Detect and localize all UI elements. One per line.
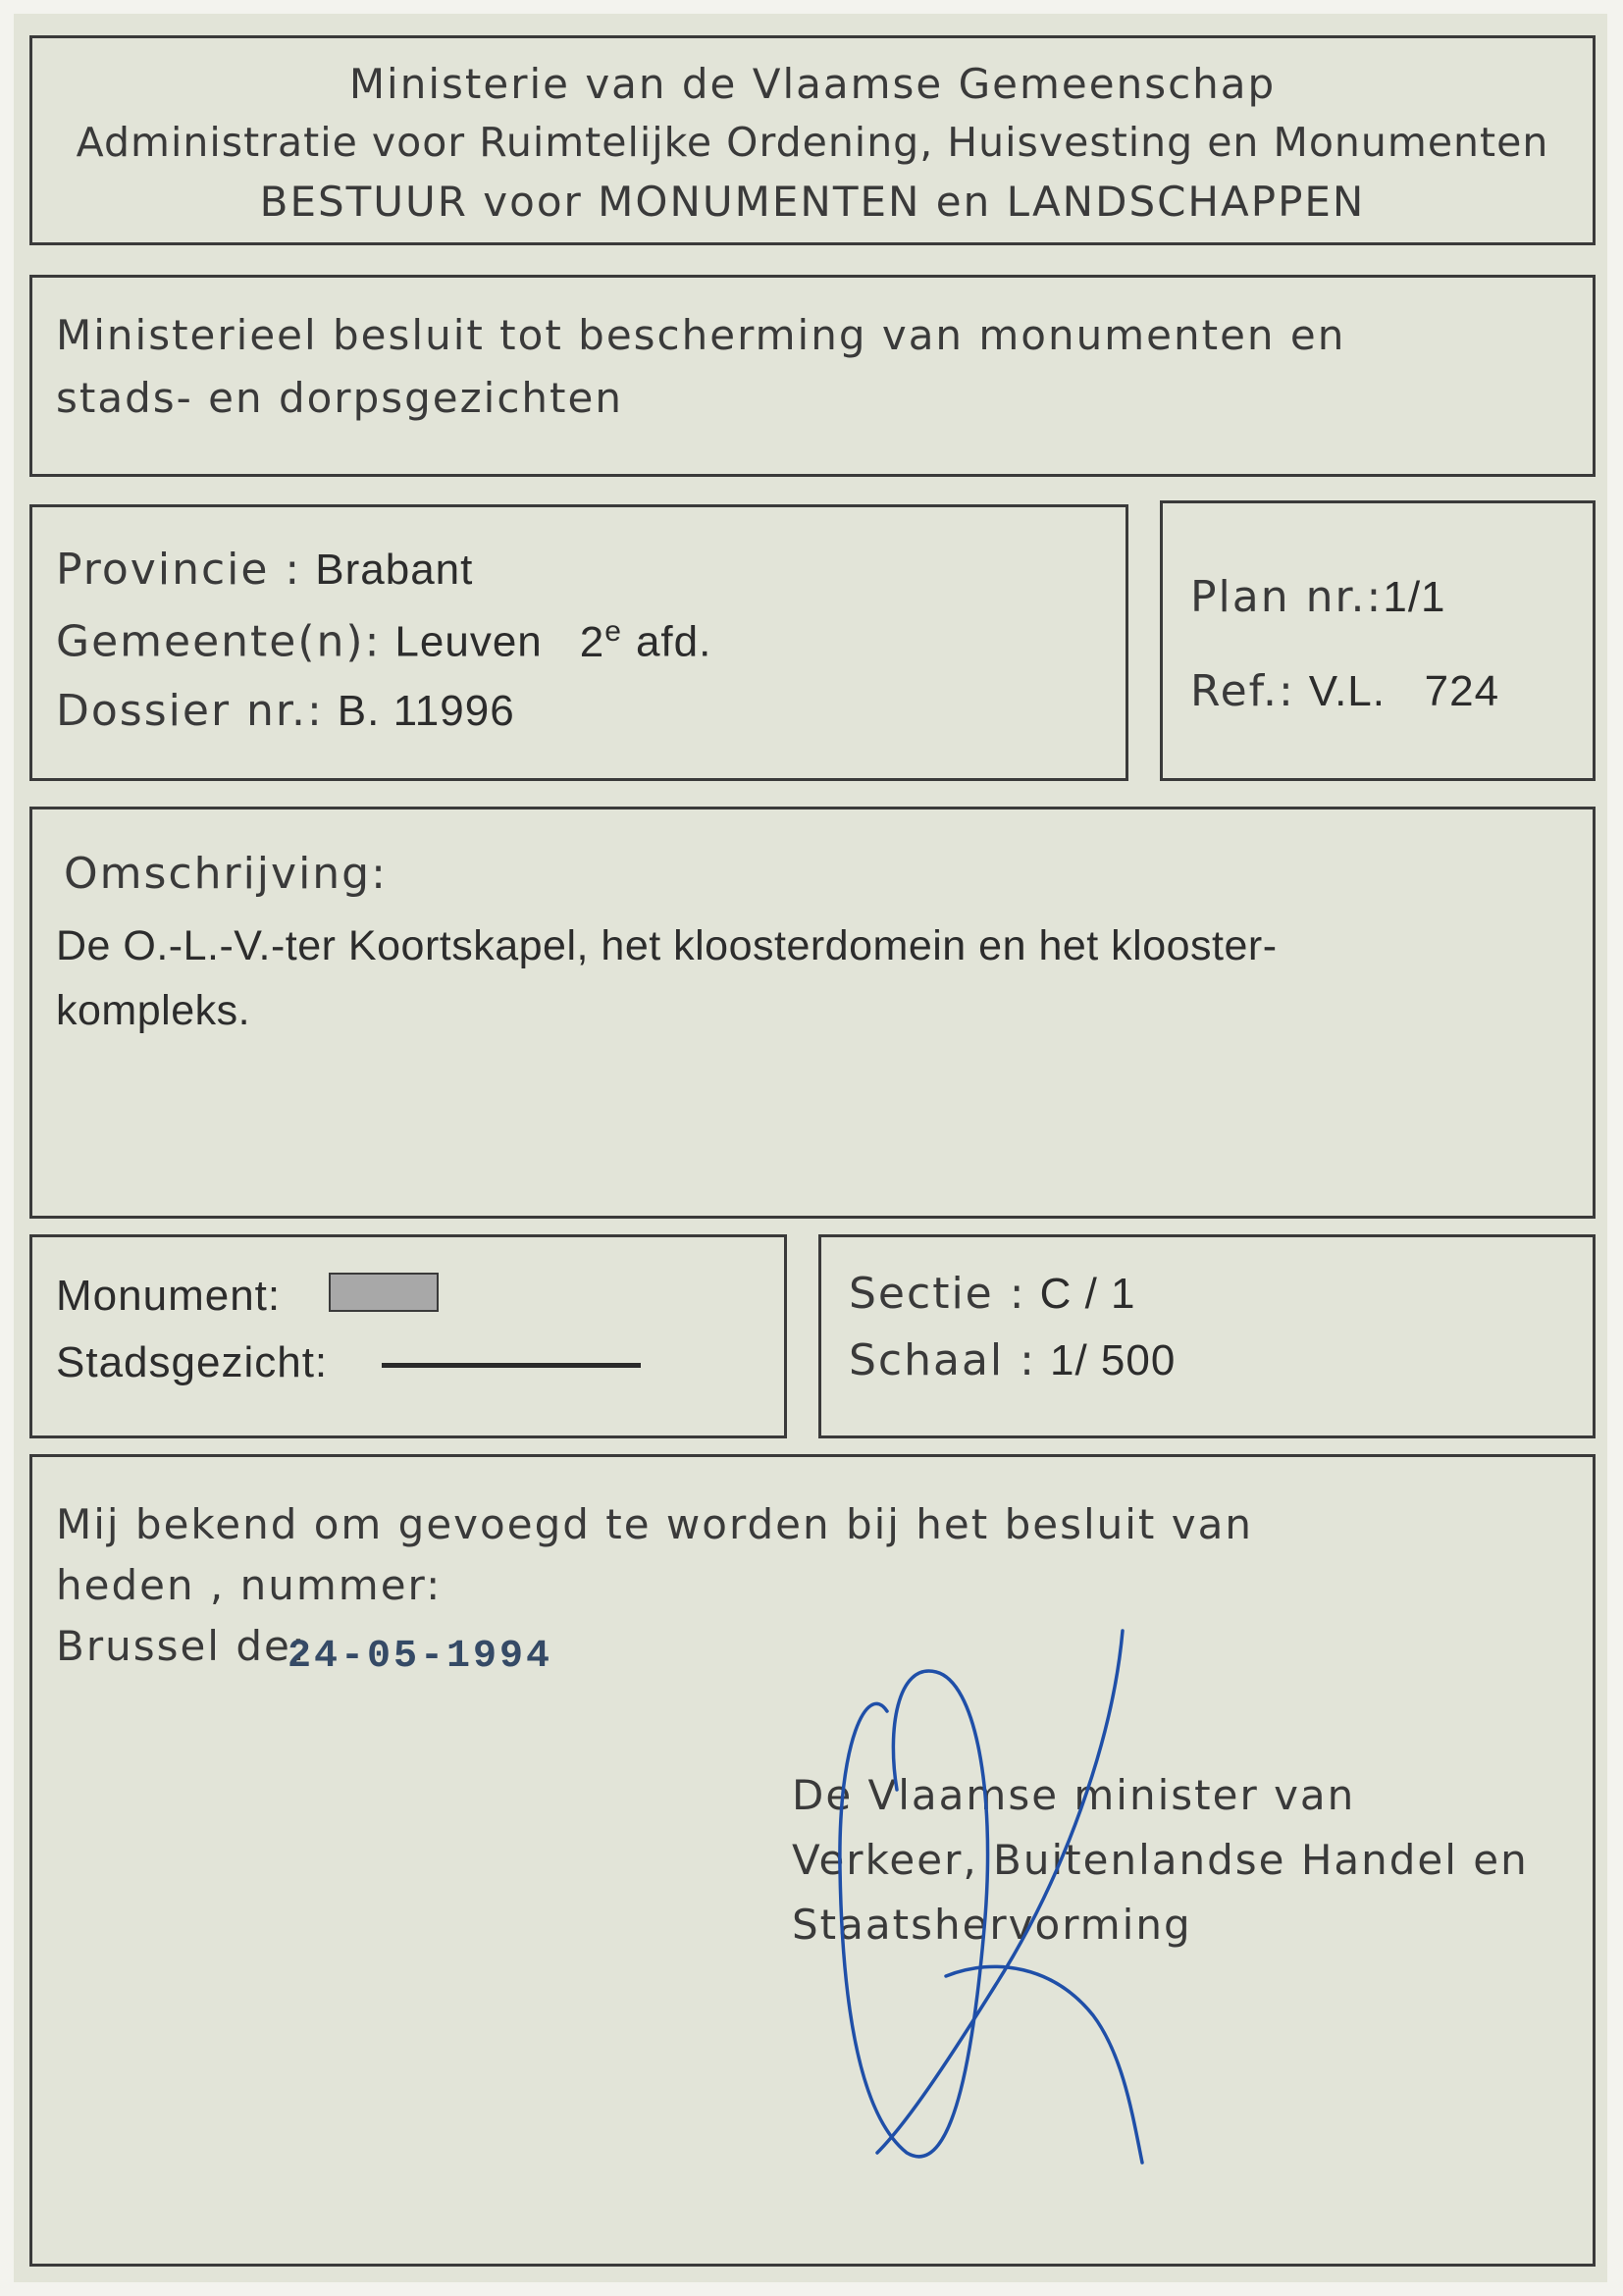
- ref-value: V.L. 724: [1308, 667, 1500, 715]
- sectie-row: [849, 1269, 1136, 1319]
- plan-row: [1190, 572, 1446, 622]
- approval-box: [29, 1454, 1596, 2267]
- description-line2: kompleks.: [56, 987, 251, 1034]
- gemeente-row: [56, 615, 712, 667]
- location-box: [29, 504, 1128, 781]
- dossier-label: Dossier nr.:: [56, 686, 324, 736]
- ref-row: [1190, 666, 1500, 716]
- document-sheet: [14, 14, 1607, 2282]
- schaal-label: Schaal :: [849, 1335, 1036, 1385]
- monument-swatch: [329, 1273, 439, 1312]
- provincie-label: Provincie :: [56, 545, 302, 595]
- ref-label: Ref.:: [1190, 666, 1295, 716]
- decree-title-line2: stads- en dorpsgezichten: [56, 374, 623, 422]
- gemeente-value: Leuven: [394, 617, 543, 666]
- decree-box: [29, 275, 1596, 477]
- ministry-name: Ministerie van de Vlaamse Gemeenschap: [348, 60, 1277, 108]
- gemeente-afd-number: 2: [579, 617, 605, 666]
- plan-box: [1160, 500, 1596, 781]
- description-box: [29, 807, 1596, 1219]
- brussel-label: Brussel de:: [56, 1622, 307, 1670]
- schaal-value: 1/ 500: [1049, 1336, 1177, 1384]
- description-line1: De O.-L.-V.-ter Koortskapel, het kloosterdomein en het klooster-: [56, 922, 1278, 969]
- date-stamp: 24-05-1994: [288, 1635, 553, 1679]
- sectie-label: Sectie :: [849, 1269, 1026, 1319]
- provincie-row: [56, 545, 474, 595]
- dossier-row: [56, 686, 515, 736]
- stadsgezicht-line: [382, 1363, 641, 1368]
- plan-value: 1/1: [1383, 573, 1446, 621]
- schaal-row: [849, 1335, 1177, 1385]
- legend-box: [29, 1234, 787, 1438]
- department-name: BESTUUR voor MONUMENTEN en LANDSCHAPPEN: [259, 178, 1366, 226]
- gemeente-label: Gemeente(n):: [56, 616, 382, 667]
- approval-line2: heden , nummer:: [56, 1561, 443, 1609]
- description-label: Omschrijving:: [64, 849, 388, 899]
- minister-title-line3: Staatshervorming: [792, 1901, 1192, 1949]
- dossier-value: B. 11996: [337, 687, 515, 735]
- approval-line1: Mij bekend om gevoegd te worden bij het besluit van: [56, 1500, 1253, 1548]
- sectie-value: C / 1: [1039, 1270, 1136, 1318]
- minister-title-line2: Verkeer, Buitenlandse Handel en: [792, 1836, 1529, 1884]
- section-box: [818, 1234, 1596, 1438]
- monument-label: Monument:: [56, 1272, 282, 1320]
- gemeente-afd-text: afd.: [635, 617, 712, 666]
- plan-label: Plan nr.:: [1190, 572, 1384, 622]
- administration-name: Administratie voor Ruimtelijke Ordening, Huisvesting en Monumenten: [76, 119, 1549, 166]
- header-box: [29, 35, 1596, 245]
- decree-title-line1: Ministerieel besluit tot bescherming van monumenten en: [56, 311, 1346, 359]
- gemeente-afd-sup: e: [604, 615, 622, 648]
- minister-title-line1: De Vlaamse minister van: [792, 1771, 1356, 1819]
- provincie-value: Brabant: [315, 546, 474, 594]
- stadsgezicht-label: Stadsgezicht:: [56, 1338, 329, 1386]
